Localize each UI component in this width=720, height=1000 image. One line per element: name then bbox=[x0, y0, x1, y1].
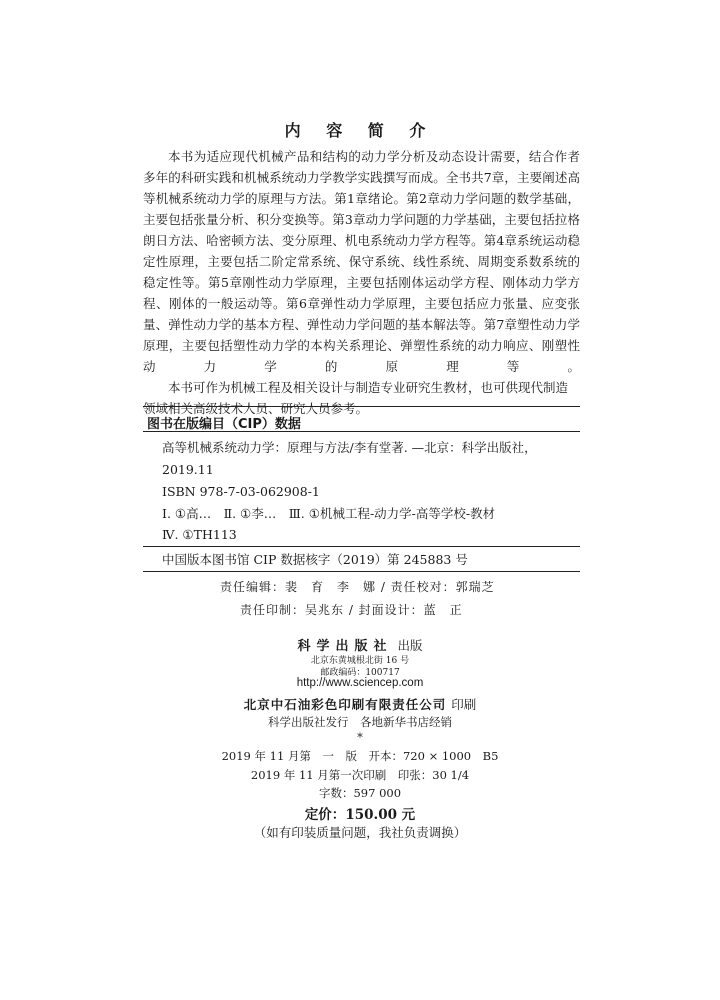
cip-classification-1: Ⅰ. ①高… Ⅱ. ①李… Ⅲ. ①机械工程-动力学-高等学校-教材 bbox=[162, 506, 496, 521]
cip-isbn: ISBN 978-7-03-062908-1 bbox=[162, 484, 320, 499]
price-value: 150.00 元 bbox=[345, 807, 416, 823]
edition-line: 2019 年 11 月第 一 版 开本：720 × 1000 B5 bbox=[221, 749, 499, 763]
cip-bibliographic: 高等机械系统动力学：原理与方法/李有堂著. —北京：科学出版社，2019.11 bbox=[162, 440, 537, 477]
publisher-address: 北京东黄城根北街 16 号 bbox=[310, 656, 410, 666]
summary-paragraph-1: 本书为适应现代机械产品和结构的动力学分析及动态设计需要，结合作者多年的科研实践和机械系统动力学教学实践撰写而成。全书共7章，主要阐述高等机械系统动力学的原理与方法。第1章绪论。第2章动力学问题的数学基础，主要包括张量分析、积分变换等。第3章动力学问题的力学基础，主要包括拉格朗日方法、哈密顿方法、变分原理、机电系统动力学方程等。第4章系统运动稳定性原理，主要包括二阶定常系统、保守系统、线性系统、周期变系数系统的稳定性等。第5章刚性动力学原理，主要包括刚体运动学方程、刚体动力学方程、刚体的一般运动等。第6章弹性动力学原理，主要包括应力张量、应变张量、弹性动力学的基本方程、弹性动力学问题的基本解法等。第7章塑性动力学原理，主要包括塑性动力学的本构关系理论、弹塑性系统的动力响应、刚塑性动力学的原理等。 bbox=[143, 149, 580, 374]
cip-top-rule bbox=[143, 406, 580, 407]
printing-line: 2019 年 11 月第一次印刷 印张：30 1/4 bbox=[250, 768, 470, 782]
separator-asterisk: * bbox=[357, 730, 363, 744]
cip-classification-2: Ⅳ. ①TH113 bbox=[162, 527, 237, 542]
cip-bottom-rule bbox=[143, 571, 580, 572]
publisher-name: 科学出版社 bbox=[297, 639, 393, 654]
distribution-line: 科学出版社发行 各地新华书店经销 bbox=[268, 715, 452, 729]
cip-heading-rule bbox=[143, 431, 580, 432]
credits-production: 责任印制：吴兆东 / 封面设计：蓝 正 bbox=[240, 603, 463, 617]
printer-line bbox=[0, 694, 720, 713]
publisher-suffix: 出版 bbox=[397, 638, 423, 653]
publisher-postcode: 邮政编码：100717 bbox=[320, 668, 400, 678]
cip-data-check-rule bbox=[143, 546, 580, 547]
quality-notice: （如有印装质量问题，我社负责调换） bbox=[253, 825, 467, 840]
cip-data-check: 中国版本图书馆 CIP 数据核字（2019）第 245883 号 bbox=[162, 552, 468, 567]
summary-body bbox=[143, 146, 580, 419]
price-label: 定价： bbox=[304, 807, 346, 823]
credits-editors: 责任编辑：裴 育 李 娜 / 责任校对：郭瑞芝 bbox=[220, 580, 495, 594]
publisher-line bbox=[0, 635, 720, 654]
summary-paragraph-2: 本书可作为机械工程及相关设计与制造专业研究生教材，也可供现代制造领域相关高级技术人员、研究人员参考。 bbox=[143, 380, 569, 416]
word-count-line: 字数：597 000 bbox=[318, 786, 402, 800]
page-title: 内 容 简 介 bbox=[284, 121, 436, 140]
printer-name: 北京中石油彩色印刷有限责任公司 bbox=[243, 697, 447, 712]
price-line bbox=[0, 803, 720, 823]
cip-heading: 图书在版编目（CIP）数据 bbox=[147, 417, 301, 432]
publisher-website[interactable]: http://www.sciencep.com bbox=[296, 677, 424, 689]
printer-suffix: 印刷 bbox=[451, 697, 477, 712]
